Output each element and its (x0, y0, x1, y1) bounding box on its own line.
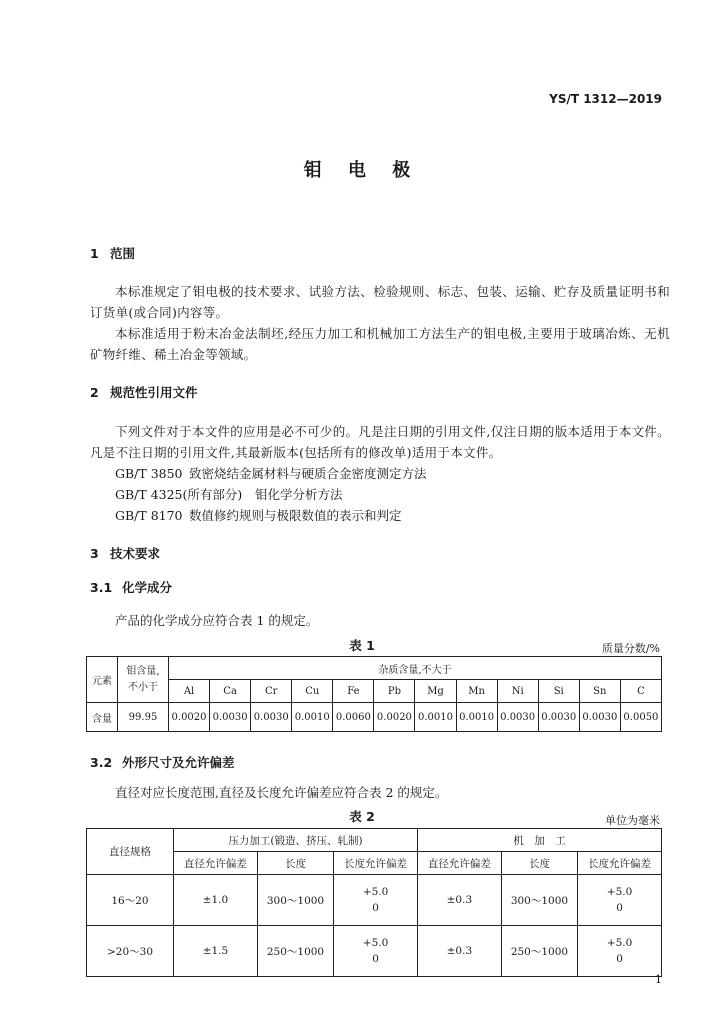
reference-code: GB/T 8170 (115, 508, 183, 523)
table-cell: 0.0010 (456, 703, 497, 732)
reference-item (115, 464, 427, 482)
table-cell: 0.0030 (497, 703, 538, 732)
element-header: Ca (210, 680, 251, 703)
element-header: Sn (579, 680, 620, 703)
table-2-unit: 单位为毫米 (605, 814, 660, 827)
table-cell: 0.0030 (251, 703, 292, 732)
reference-code: GB/T 4325(所有部分) (115, 487, 243, 502)
element-header: Cr (251, 680, 292, 703)
element-header: Cu (292, 680, 333, 703)
table-cell: 0.0030 (210, 703, 251, 732)
table-row (87, 703, 662, 732)
table-cell: 250～1000 (501, 926, 577, 977)
tolerance-lower: 0 (616, 902, 623, 914)
table-cell: 0.0020 (374, 703, 415, 732)
section-3-heading (90, 544, 160, 562)
tolerance-lower: 0 (616, 953, 623, 965)
element-header: Mn (456, 680, 497, 703)
tolerance-cell (334, 875, 418, 926)
section-title: 规范性引用文件 (110, 385, 198, 400)
table-header-row (87, 657, 662, 680)
element-header: Al (169, 680, 210, 703)
section-3-2-heading (90, 753, 235, 771)
tolerance-cell (578, 875, 662, 926)
paragraph: 下列文件对于本文件的应用是必不可少的。凡是注日期的引用文件,仅注日期的版本适用于本文件。凡是不注日期的引用文件,其最新版本(包括所有的修改单)适用于本文件。 (90, 424, 670, 460)
table-2-caption: 表 2 (349, 809, 375, 824)
table-cell: ±0.3 (417, 926, 501, 977)
table-cell: 0.0010 (292, 703, 333, 732)
paragraph: 本标准适用于粉末冶金法制坯,经压力加工和机械加工方法生产的钼电极,主要用于玻璃冶炼、无机矿物纤维、稀土冶金等领域。 (90, 326, 670, 362)
reference-code: GB/T 3850 (115, 466, 183, 481)
table-cell: >20～30 (87, 926, 174, 977)
section-number: 3.2 (90, 755, 113, 770)
table-header-row (87, 829, 662, 852)
reference-item (115, 506, 402, 524)
element-header: Ni (497, 680, 538, 703)
section-title: 外形尺寸及允许偏差 (122, 755, 235, 770)
tolerance-upper: +5.0 (606, 886, 633, 898)
section-3-1-heading (90, 578, 172, 596)
table-1-unit: 质量分数/% (601, 642, 660, 655)
section-title: 范围 (110, 246, 136, 261)
mo-header-line: 不小于 (128, 681, 158, 693)
table-header-cell: 直径规格 (87, 829, 174, 875)
table-cell: 99.95 (118, 703, 169, 732)
table-1-caption: 表 1 (349, 638, 375, 653)
table-cell: 0.0060 (333, 703, 374, 732)
table-2 (86, 828, 662, 977)
section-1-heading (90, 244, 135, 262)
table-cell: 0.0020 (169, 703, 210, 732)
tolerance-cell (334, 926, 418, 977)
table-header-cell: 压力加工(锻造、挤压、轧制) (174, 829, 418, 852)
section-number: 2 (90, 385, 99, 400)
section-title: 技术要求 (110, 546, 161, 561)
table-header-cell (118, 657, 169, 703)
table-cell: 0.0010 (415, 703, 456, 732)
table-cell: 0.0050 (620, 703, 661, 732)
reference-name: 钼化学分析方法 (255, 487, 343, 502)
table-header-cell: 长度 (501, 852, 577, 875)
element-header: Si (538, 680, 579, 703)
table-row (87, 875, 662, 926)
reference-name: 致密烧结金属材料与硬质合金密度测定方法 (189, 466, 427, 481)
page-title: 钼 电 极 (303, 160, 421, 181)
table-cell: 0.0030 (579, 703, 620, 732)
element-header: C (620, 680, 661, 703)
page-number: 1 (655, 973, 662, 986)
table-1 (86, 656, 662, 732)
table-cell: 250～1000 (257, 926, 333, 977)
tolerance-cell (578, 926, 662, 977)
table-header-row (87, 680, 662, 703)
table-cell: ±1.0 (174, 875, 258, 926)
section-number: 1 (90, 246, 99, 261)
table-header-cell: 直径允许偏差 (417, 852, 501, 875)
tolerance-upper: +5.0 (362, 886, 389, 898)
tolerance-lower: 0 (372, 902, 379, 914)
tolerance-upper: +5.0 (362, 937, 389, 949)
table-header-cell: 长度 (257, 852, 333, 875)
section-title: 化学成分 (122, 580, 173, 595)
row-label: 含量 (87, 703, 118, 732)
paragraph: 本标准规定了钼电极的技术要求、试验方法、检验规则、标志、包装、运输、贮存及质量证明书和订货单(或合同)内容等。 (90, 284, 670, 320)
table-cell: ±1.5 (174, 926, 258, 977)
table-header-cell: 长度允许偏差 (334, 852, 418, 875)
element-header: Fe (333, 680, 374, 703)
paragraph: 直径对应长度范围,直径及长度允许偏差应符合表 2 的规定。 (115, 785, 448, 800)
section-number: 3.1 (90, 580, 113, 595)
table-cell: 300～1000 (257, 875, 333, 926)
document-number: YS/T 1312—2019 (549, 92, 662, 106)
reference-name: 数值修约规则与极限数值的表示和判定 (189, 508, 402, 523)
table-cell: 0.0030 (538, 703, 579, 732)
table-row (87, 926, 662, 977)
tolerance-lower: 0 (372, 953, 379, 965)
paragraph: 产品的化学成分应符合表 1 的规定。 (115, 613, 319, 628)
table-cell: ±0.3 (417, 875, 501, 926)
mo-header-line: 钼含量, (126, 665, 160, 677)
table-header-cell: 长度允许偏差 (578, 852, 662, 875)
section-number: 3 (90, 546, 99, 561)
table-header-cell: 元素 (87, 657, 118, 703)
table-cell: 300～1000 (501, 875, 577, 926)
table-header-cell: 杂质含量,不大于 (169, 657, 662, 680)
element-header: Mg (415, 680, 456, 703)
section-2-heading (90, 383, 198, 401)
table-cell: 16～20 (87, 875, 174, 926)
tolerance-upper: +5.0 (606, 937, 633, 949)
table-header-row (87, 852, 662, 875)
table-header-cell: 直径允许偏差 (174, 852, 258, 875)
reference-item (115, 485, 343, 503)
table-header-cell: 机 加 工 (417, 829, 661, 852)
element-header: Pb (374, 680, 415, 703)
